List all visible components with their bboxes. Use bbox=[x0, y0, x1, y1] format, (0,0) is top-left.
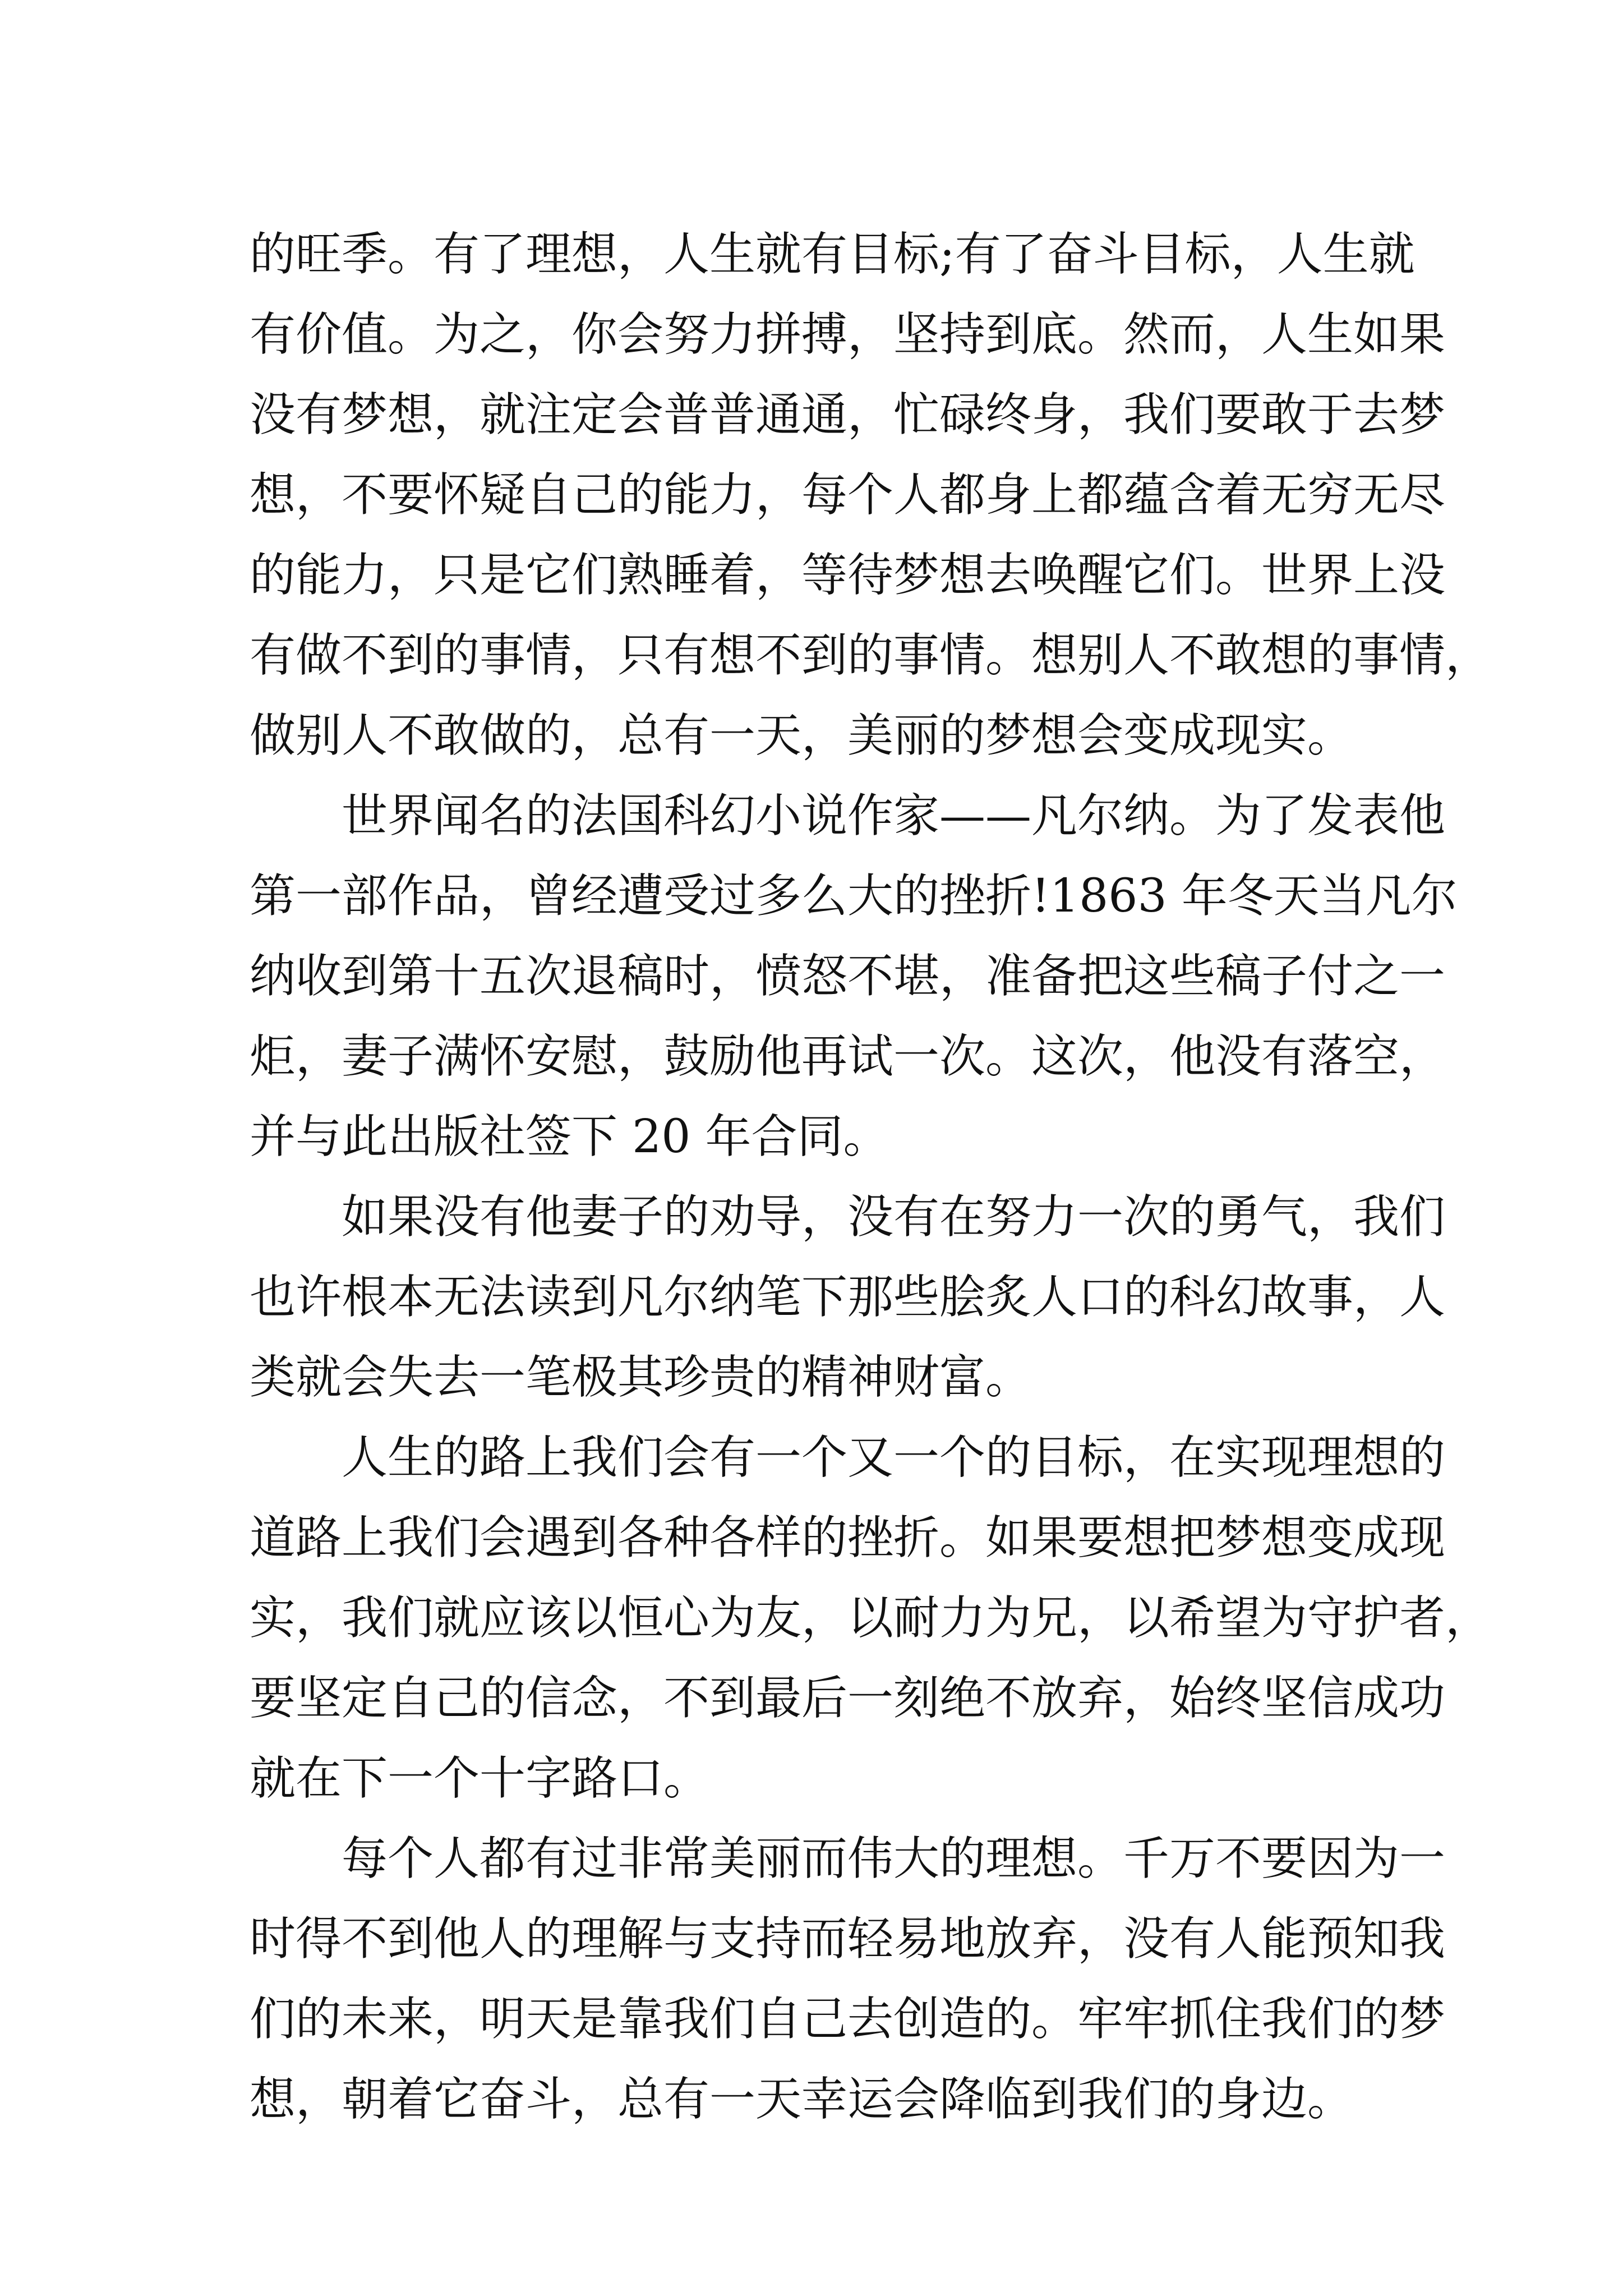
paragraph-3-line-1: 如果没有他妻子的劝导，没有在努力一次的勇气，我们 bbox=[342, 1190, 1446, 1244]
paragraph-1-line-4: 想，不要怀疑自己的能力，每个人都身上都蕴含着无穷无尽 bbox=[250, 468, 1446, 522]
paragraph-1-line-5: 的能力，只是它们熟睡着，等待梦想去唤醒它们。世界上没 bbox=[250, 549, 1446, 602]
paragraph-4-line-4: 要坚定自己的信念，不到最后一刻绝不放弃，始终坚信成功 bbox=[250, 1672, 1446, 1725]
paragraph-1-line-6: 有做不到的事情，只有想不到的事情。想别人不敢想的事情， bbox=[250, 629, 1492, 682]
paragraph-4-line-1: 人生的路上我们会有一个又一个的目标，在实现理想的 bbox=[342, 1431, 1446, 1484]
paragraph-3-line-2: 也许根本无法读到凡尔纳笔下那些脍炙人口的科幻故事，人 bbox=[250, 1271, 1446, 1324]
paragraph-5-line-4: 想，朝着它奋斗，总有一天幸运会降临到我们的身边。 bbox=[250, 2073, 1354, 2126]
paragraph-5-line-2: 时得不到他人的理解与支持而轻易地放弃，没有人能预知我 bbox=[250, 1912, 1446, 1966]
paragraph-4-line-3: 实，我们就应该以恒心为友，以耐力为兄，以希望为守护者， bbox=[250, 1591, 1492, 1645]
body-text bbox=[250, 214, 1492, 2139]
paragraph-1-line-7: 做别人不敢做的，总有一天，美丽的梦想会变成现实。 bbox=[250, 709, 1354, 762]
paragraph-3-line-3: 类就会失去一笔极其珍贵的精神财富。 bbox=[250, 1351, 1032, 1404]
paragraph-1-line-3: 没有梦想，就注定会普普通通，忙碌终身，我们要敢于去梦 bbox=[250, 388, 1446, 441]
paragraph-1-line-1: 的旺季。有了理想，人生就有目标;有了奋斗目标，人生就 bbox=[250, 228, 1415, 281]
paragraph-4-line-5: 就在下一个十字路口。 bbox=[250, 1752, 710, 1805]
paragraph-2-line-1: 世界闻名的法国科幻小说作家——凡尔纳。为了发表他 bbox=[342, 789, 1446, 843]
paragraph-2-line-5: 并与此出版社签下 20 年合同。 bbox=[250, 1110, 889, 1163]
paragraph-5-line-3: 们的未来，明天是靠我们自己去创造的。牢牢抓住我们的梦 bbox=[250, 1993, 1446, 2046]
paragraph-1-line-2: 有价值。为之，你会努力拼搏，坚持到底。然而，人生如果 bbox=[250, 308, 1446, 361]
paragraph-2-line-2: 第一部作品，曾经遭受过多么大的挫折!1863 年冬天当凡尔 bbox=[250, 869, 1458, 923]
paragraph-2-line-3: 纳收到第十五次退稿时，愤怒不堪，准备把这些稿子付之一 bbox=[250, 950, 1446, 1003]
paragraph-5-line-1: 每个人都有过非常美丽而伟大的理想。千万不要因为一 bbox=[342, 1832, 1446, 1885]
paragraph-2-line-4: 炬，妻子满怀安慰，鼓励他再试一次。这次，他没有落空， bbox=[250, 1030, 1446, 1083]
paragraph-4-line-2: 道路上我们会遇到各种各样的挫折。如果要想把梦想变成现 bbox=[250, 1511, 1446, 1565]
